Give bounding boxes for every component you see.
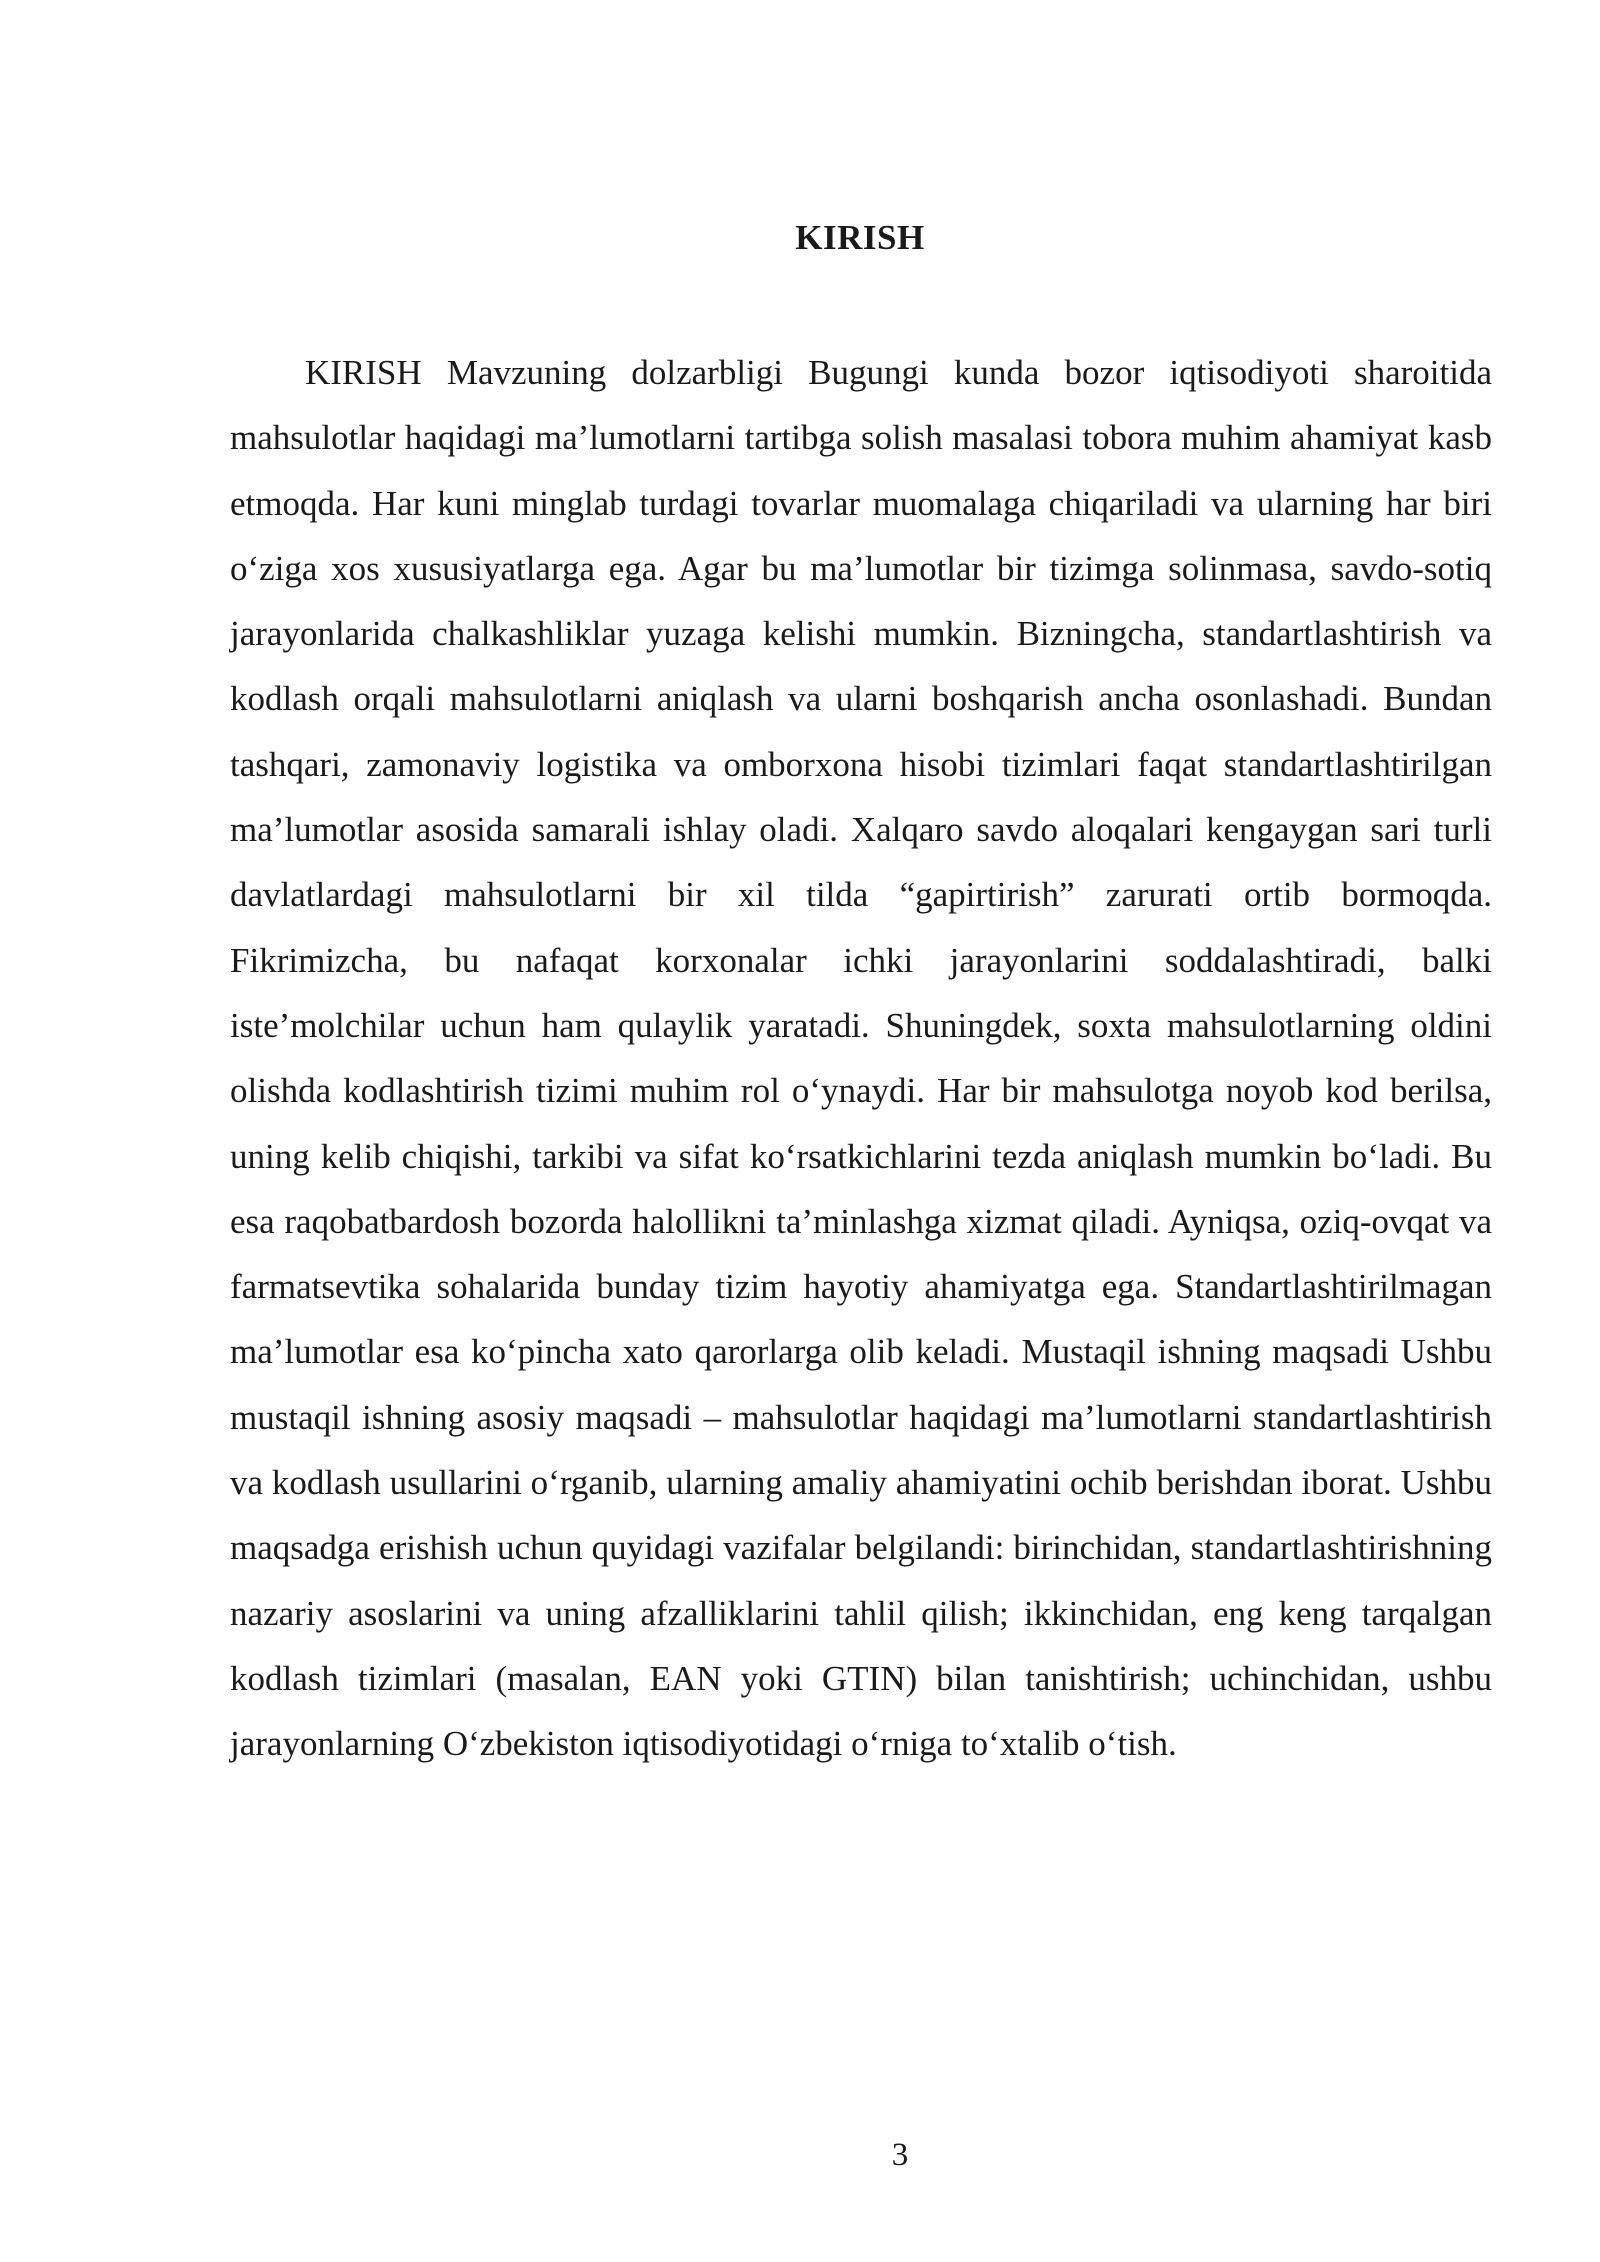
- page-number: 3: [891, 2137, 909, 2173]
- section-heading: KIRISH: [795, 218, 925, 257]
- body-paragraph: KIRISH Mavzuning dolzarbligi Bugungi kunda bozor iqtisodiyoti sharoitida mahsulotlar haqidagi ma’lumotlarni tartibga solish masalasi tobora muhim ahamiyat kasb etmoqda. Har kuni minglab turdagi tovarlar muomalaga chiqariladi va ularning har biri o‘ziga xos xususiyatlarga ega. Agar bu ma’lumotlar bir tizimga solinmasa, savdo-sotiq jarayonlarida chalkashliklar yuzaga kelishi mumkin. Bizningcha, standartlashtirish va kodlash orqali mahsulotlarni aniqlash va ularni boshqarish ancha osonlashadi. Bundan tashqari, zamonaviy logistika va omborxona hisobi tizimlari faqat standartlashtirilgan ma’lumotlar asosida samarali ishlay oladi. Xalqaro savdo aloqalari kengaygan sari turli davlatlardagi mahsulotlarni bir xil tilda “gapirtirish” zarurati ortib bormoqda. Fikrimizcha, bu nafaqat korxonalar ichki jarayonlarini soddalashtiradi, balki iste’molchilar uchun ham qulaylik yaratadi. Shuningdek, soxta mahsulotlarning oldini olishda kodlashtirish tizimi muhim rol o‘ynaydi. Har bir mahsulotga noyob kod berilsa, uning kelib chiqishi, tarkibi va sifat ko‘rsatkichlarini tezda aniqlash mumkin bo‘ladi. Bu esa raqobatbardosh bozorda halollikni ta’minlashga xizmat qiladi. Ayniqsa, oziq-ovqat va farmatsevtika sohalarida bunday tizim hayotiy ahamiyatga ega. Standartlashtirilmagan ma’lumotlar esa ko‘pincha xato qarorlarga olib keladi. Mustaqil ishning maqsadi Ushbu mustaqil ishning asosiy maqsadi – mahsulotlar haqidagi ma’lumotlarni standartlashtirish va kodlash usullarini o‘rganib, ularning amaliy ahamiyatini ochib berishdan iborat. Ushbu maqsadga erishish uchun quyidagi vazifalar belgilandi: birinchidan, standartlashtirishning nazariy asoslarini va uning afzalliklarini tahlil qilish; ikkinchidan, eng keng tarqalgan kodlash tizimlari (masalan, EAN yoki GTIN) bilan tanishtirish; uchinchidan, ushbu jarayonlarning O‘zbekiston iqtisodiyotidagi o‘rniga to‘xtalib o‘tish.: [230, 353, 1492, 1764]
